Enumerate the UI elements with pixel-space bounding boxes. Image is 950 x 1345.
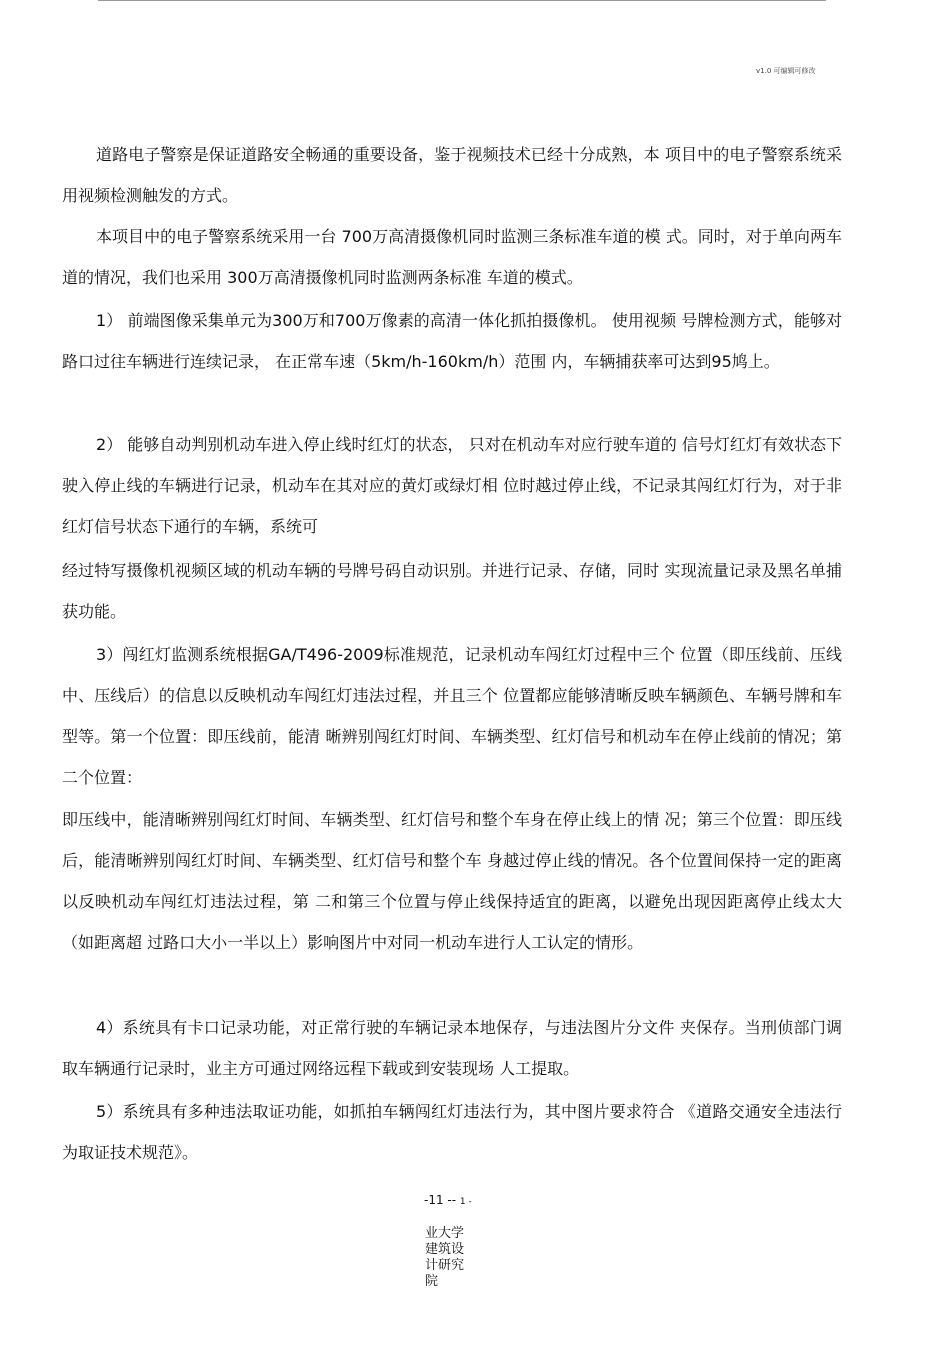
paragraph-item-2-continued: 经过特写摄像机视频区域的机动车辆的号牌号码自动识别。并进行记录、存储，同时 实现流量记录及黑名单捕获功能。 (62, 561, 842, 621)
page-number (424, 1193, 472, 1207)
paragraph-item-2: 2） 能够自动判别机动车进入停止线时红灯的状态， 只对在机动车对应行驶车道的 信号灯红灯有效状态下驶入停止线的车辆进行记录，机动车在其对应的黄灯或绿灯相 位时越过停止线，不记录其闯红灯行为，对于非红灯信号状态下通行的车辆，系统可 (62, 435, 842, 536)
paragraph-item-3-continued: 即压线中，能清晰辨别闯红灯时间、车辆类型、红灯信号和整个车身在停止线上的情 况；第三个位置：即压线后，能清晰辨别闯红灯时间、车辆类型、红灯信号和整个车 身越过停止线的情况。各个位置间保持一定的距离以反映机动车闯红灯违法过程，第 二和第三个位置与停止线保持适宜的距离，以避免出现因距离停止线太大（如距离超 过路口大小一半以上）影响图片中对同一机动车进行人工认定的情形。 (62, 810, 842, 952)
version-note: v1.0 可编辑可修改 (756, 67, 816, 75)
paragraph-item-5: 5）系统具有多种违法取证功能，如抓拍车辆闯红灯违法行为，其中图片要求符合 《道路交通安全违法行为取证技术规范》。 (62, 1102, 842, 1162)
top-rule (98, 0, 826, 1)
page-number-main: -11 -- (424, 1193, 457, 1207)
page-number-sub: 1 - (459, 1197, 472, 1207)
org-name: 业大学建筑设计研究院 (425, 1226, 465, 1289)
paragraph-item-1: 1） 前端图像采集单元为300万和700万像素的高清一体化抓拍摄像机。 使用视频 号牌检测方式，能够对路口过往车辆进行连续记录， 在正常车速（5km/h-160km/h）范围 内，车辆捕获率可达到95鸠上。 (62, 311, 842, 371)
paragraph-item-3: 3）闯红灯监测系统根据GA/T496-2009标准规范，记录机动车闯红灯过程中三个 位置（即压线前、压线中、压线后）的信息以反映机动车闯红灯违法过程，并且三个 位置都应能够清晰反映车辆颜色、车辆号牌和车型等。第一个位置：即压线前，能清 晰辨别闯红灯时间、车辆类型、红灯信号和机动车在停止线前的情况；第二个位置： (62, 645, 842, 787)
paragraph-item-4: 4）系统具有卡口记录功能，对正常行驶的车辆记录本地保存，与违法图片分文件 夹保存。当刑侦部门调取车辆通行记录时，业主方可通过网络远程下载或到安装现场 人工提取。 (62, 1018, 842, 1078)
paragraph-camera-mode: 本项目中的电子警察系统采用一台 700万高清摄像机同时监测三条标准车道的模 式。同时，对于单向两车道的情况，我们也采用 300万高清摄像机同时监测两条标准 车道的模式。 (62, 227, 842, 287)
paragraph-intro: 道路电子警察是保证道路安全畅通的重要设备，鉴于视频技术已经十分成熟，本 项目中的电子警察系统采用视频检测触发的方式。 (62, 145, 842, 205)
